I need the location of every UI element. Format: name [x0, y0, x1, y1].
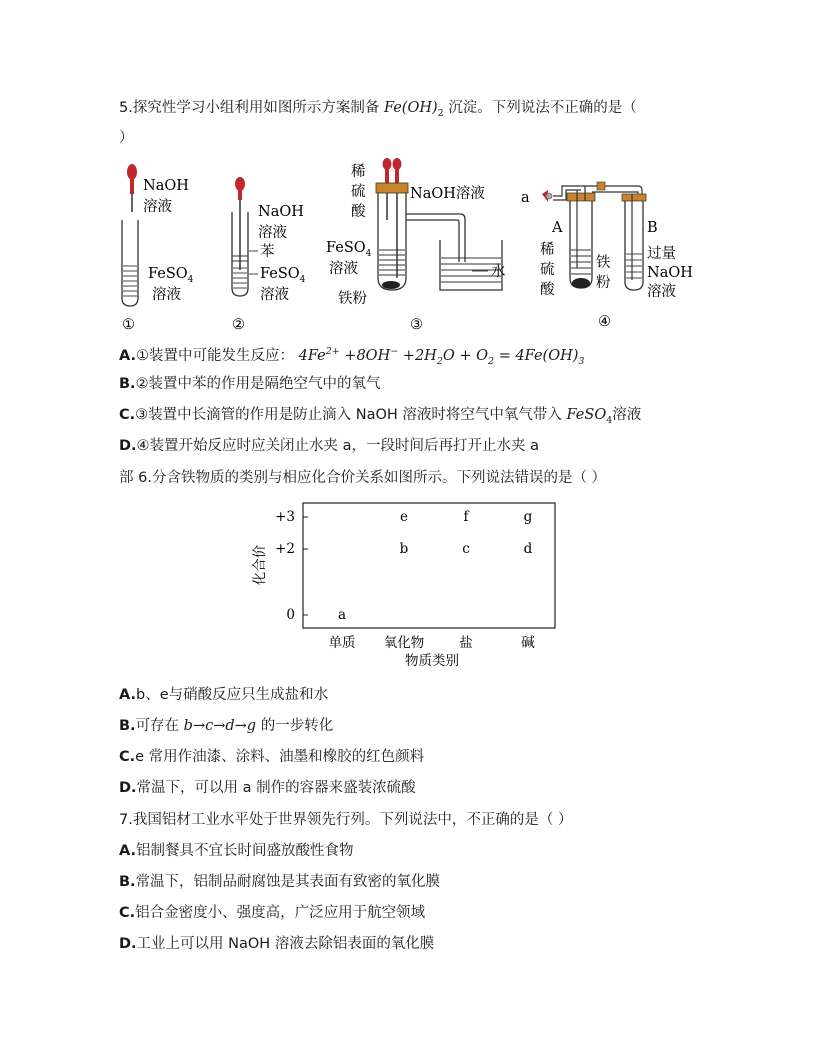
q5-figure: [110, 150, 710, 335]
option-text: 常温下，铝制品耐腐蚀是其表面有致密的氧化膜: [135, 874, 441, 890]
svg-text:FeSO4: FeSO$_4$: [326, 240, 372, 259]
y-tick-label: 0: [286, 607, 295, 623]
app2-benzene: 苯: [260, 244, 275, 260]
app2-naoh: NaOH: [258, 204, 304, 220]
option-text: ③装置中长滴管的作用是防止滴入 NaOH 溶液时将空气中氧气带入: [135, 407, 562, 423]
data-point-c: c: [462, 541, 470, 557]
app3-acid3: 酸: [351, 204, 366, 220]
q6-option-c: [119, 747, 424, 767]
option-math: b→c→d→g: [183, 718, 257, 734]
app3-water: 水: [491, 264, 506, 280]
q6-option-d: [119, 778, 416, 798]
q5-stem-text: 5.探究性学习小组利用如图所示方案制备: [119, 100, 380, 116]
app4-acid1: 稀: [540, 242, 555, 258]
q6-option-b: [119, 716, 333, 736]
option-letter: B.: [119, 718, 136, 734]
option-c-formula-sub: 4: [606, 414, 613, 426]
q7-option-b: [119, 872, 440, 892]
data-point-d: d: [523, 541, 533, 557]
app2-num: ②: [232, 317, 245, 333]
apparatus-4: [521, 182, 693, 330]
app1-sol2: 溶液: [152, 287, 181, 303]
q7-option-a: [119, 841, 354, 861]
app4-clip: a: [521, 190, 530, 206]
q5-formula-sub: 2: [437, 107, 444, 119]
option-c-formula: FeSO: [566, 407, 607, 423]
app1-sol: 溶液: [143, 199, 172, 215]
app4-B: B: [647, 220, 658, 236]
app3-sol: 溶液: [329, 261, 358, 277]
q5-option-b: [119, 374, 381, 394]
q5-option-a: [119, 342, 584, 372]
q5-option-d: [119, 436, 539, 456]
option-letter: D.: [119, 438, 137, 454]
option-text: ④装置开始反应时应关闭止水夹 a，一段时间后再打开止水夹 a: [136, 438, 540, 454]
option-text: 铝制餐具不宜长时间盛放酸性食物: [136, 843, 354, 859]
option-letter: A.: [119, 347, 136, 364]
q6-stem: 部 6.分含铁物质的类别与相应化合价关系如图所示。下列说法错误的是（ ）: [119, 470, 607, 486]
app1-naoh: NaOH: [143, 178, 189, 194]
data-point-b: b: [399, 541, 409, 557]
option-letter: D.: [119, 780, 137, 796]
option-text: 常温下，可以用 a 制作的容器来盛装浓硫酸: [136, 780, 416, 796]
q5-option-c: [119, 405, 641, 431]
app4-iron2: 粉: [596, 275, 611, 291]
q7-stem: 7.我国铝材工业水平处于世界领先行列。下列说法中，不正确的是（ ）: [119, 812, 573, 828]
option-letter: B.: [119, 874, 136, 890]
app3-iron: 铁粉: [338, 291, 367, 307]
option-text-tail: 的一步转化: [256, 718, 334, 734]
app4-acid3: 酸: [540, 282, 555, 298]
data-point-f: f: [463, 509, 469, 525]
chart-ylabel: 化合价: [252, 544, 268, 586]
option-letter: A.: [119, 843, 136, 859]
app4-acid2: 硫: [540, 262, 555, 278]
option-letter: C.: [119, 407, 136, 423]
q5-stem-suffix: 沉淀。下列说法不正确的是（: [448, 100, 637, 116]
q6-chart: [250, 495, 570, 675]
y-tick-label: +3: [275, 509, 295, 525]
option-letter: B.: [119, 376, 136, 392]
app3-feso: FeSO: [326, 240, 366, 256]
option-text: 工业上可以用 NaOH 溶液去除铝表面的氧化膜: [136, 936, 435, 952]
app3-acid2: 硫: [351, 184, 366, 200]
data-point-a: a: [337, 607, 347, 623]
y-tick-label: +2: [275, 541, 295, 557]
option-c-tail: 溶液: [612, 407, 642, 423]
option-text: ②装置中苯的作用是隔绝空气中的氧气: [135, 376, 381, 392]
app4-sol: 溶液: [647, 284, 676, 300]
apparatus-2: [232, 177, 306, 333]
option-letter: D.: [119, 936, 137, 952]
x-tick-label: 碱: [521, 635, 535, 651]
app2-sol: 溶液: [258, 225, 287, 241]
data-point-e: e: [400, 509, 408, 525]
option-letter: A.: [119, 687, 136, 703]
q7-option-c: [119, 903, 425, 923]
option-text: b、e与硝酸反应只生成盐和水: [136, 687, 329, 703]
app4-num: ④: [598, 314, 611, 330]
q6-option-a: [119, 685, 328, 705]
apparatus-3: [326, 158, 506, 333]
option-text: e 常用作油漆、涂料、油墨和橡胶的红色颜料: [135, 749, 425, 765]
svg-text:FeSO4: FeSO$_4$: [148, 266, 194, 285]
option-text: 铝合金密度小、强度高，广泛应用于航空领域: [135, 905, 426, 921]
option-letter: C.: [119, 749, 136, 765]
apparatus-1: [122, 164, 194, 333]
option-letter: C.: [119, 905, 136, 921]
svg-text:FeSO4: FeSO$_4$: [260, 266, 306, 285]
data-point-g: g: [523, 509, 533, 525]
chart-xlabel: 物质类别: [405, 653, 459, 669]
app3-num: ③: [410, 317, 423, 333]
option-text: ①装置中可能发生反应：: [136, 347, 294, 364]
app3-naoh: NaOH溶液: [410, 186, 485, 202]
q5-option-a-equation: $4Fe^{2+} +8OH^- +2H_2O + O_2 = 4Fe(OH)_3$: [298, 346, 585, 367]
app4-A: A: [552, 220, 563, 236]
q5-formula: Fe(OH): [383, 100, 438, 116]
option-text: 可存在: [135, 718, 184, 734]
q7-option-d: [119, 934, 434, 954]
app2-feso: FeSO: [260, 266, 300, 282]
app4-naoh: NaOH: [647, 265, 693, 281]
app4-excess: 过量: [647, 246, 676, 262]
app2-sol2: 溶液: [260, 287, 289, 303]
x-tick-label: 盐: [459, 635, 473, 651]
q5-stem-close: ）: [119, 130, 134, 146]
app1-feso: FeSO: [148, 266, 188, 282]
q5-stem: [119, 98, 637, 124]
app3-acid1: 稀: [351, 164, 366, 180]
x-tick-label: 氧化物: [383, 635, 425, 651]
app1-num: ①: [122, 317, 135, 333]
x-tick-label: 单质: [328, 635, 356, 651]
app4-iron1: 铁: [596, 255, 611, 271]
